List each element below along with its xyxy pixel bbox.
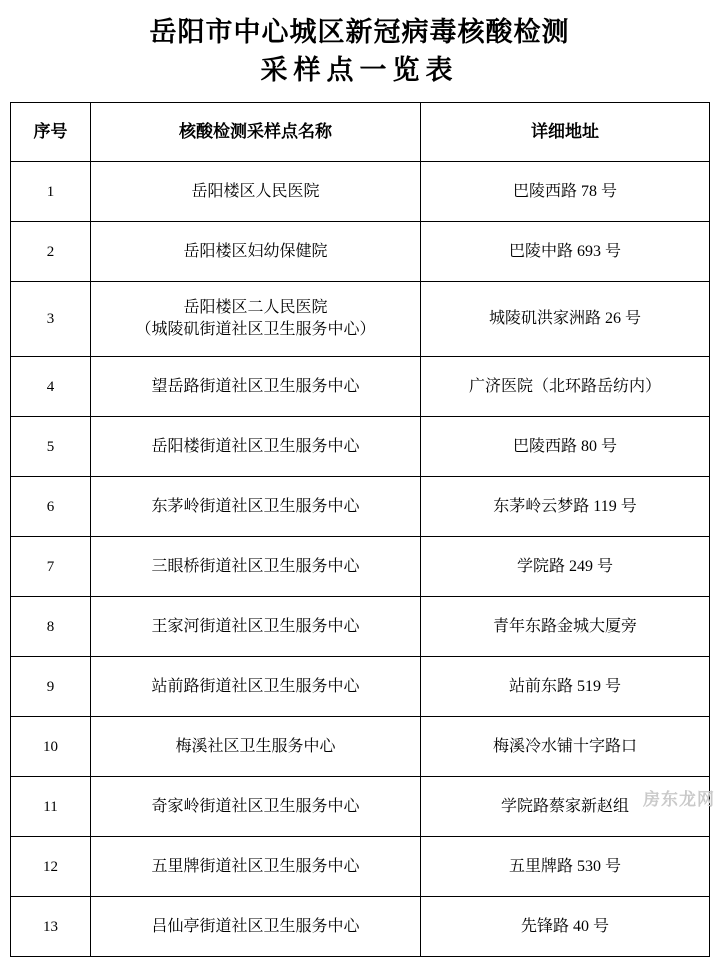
table-row — [11, 717, 710, 777]
column-header-site-name: 核酸检测采样点名称 — [91, 103, 421, 162]
cell-no: 8 — [11, 597, 91, 657]
cell-site-name — [91, 282, 421, 357]
cell-no: 3 — [11, 282, 91, 357]
cell-address: 广济医院（北环路岳纺内） — [421, 357, 710, 417]
cell-site-name: 王家河街道社区卫生服务中心 — [91, 597, 421, 657]
table-row — [11, 417, 710, 477]
cell-no: 5 — [11, 417, 91, 477]
cell-site-name: 岳阳楼街道社区卫生服务中心 — [91, 417, 421, 477]
cell-address: 梅溪冷水铺十字路口 — [421, 717, 710, 777]
cell-site-name: 吕仙亭街道社区卫生服务中心 — [91, 897, 421, 957]
cell-site-name: 三眼桥街道社区卫生服务中心 — [91, 537, 421, 597]
cell-site-name: 东茅岭街道社区卫生服务中心 — [91, 477, 421, 537]
cell-no: 13 — [11, 897, 91, 957]
table-row — [11, 357, 710, 417]
cell-address: 青年东路金城大厦旁 — [421, 597, 710, 657]
cell-address: 五里牌路 530 号 — [421, 837, 710, 897]
cell-address: 城陵矶洪家洲路 26 号 — [421, 282, 710, 357]
cell-site-name: 梅溪社区卫生服务中心 — [91, 717, 421, 777]
column-header-no: 序号 — [11, 103, 91, 162]
cell-no: 12 — [11, 837, 91, 897]
sampling-sites-table — [10, 102, 710, 957]
cell-address: 学院路蔡家新赵组 — [421, 777, 710, 837]
cell-address: 巴陵西路 80 号 — [421, 417, 710, 477]
cell-address: 巴陵中路 693 号 — [421, 222, 710, 282]
page-title-line-1: 岳阳市中心城区新冠病毒核酸检测 — [149, 17, 570, 48]
table-row — [11, 657, 710, 717]
document-title — [0, 0, 719, 90]
table-row — [11, 597, 710, 657]
table-row — [11, 837, 710, 897]
cell-address: 东茅岭云梦路 119 号 — [421, 477, 710, 537]
cell-no: 7 — [11, 537, 91, 597]
cell-site-name-line-2: （城陵矶街道社区卫生服务中心） — [135, 321, 376, 338]
table-row — [11, 162, 710, 222]
cell-site-name: 奇家岭街道社区卫生服务中心 — [91, 777, 421, 837]
column-header-address: 详细地址 — [421, 103, 710, 162]
watermark-text: 房东龙网 — [643, 790, 715, 810]
table-row — [11, 897, 710, 957]
page-title-line-2: 采样点一览表 — [260, 55, 459, 86]
cell-site-name-line-1: 岳阳楼区二人民医院 — [183, 299, 328, 316]
cell-no: 6 — [11, 477, 91, 537]
cell-site-name: 望岳路街道社区卫生服务中心 — [91, 357, 421, 417]
cell-address: 先锋路 40 号 — [421, 897, 710, 957]
table-row — [11, 477, 710, 537]
table-row — [11, 777, 710, 837]
table-row — [11, 537, 710, 597]
table-header-row — [11, 103, 710, 162]
cell-no: 4 — [11, 357, 91, 417]
cell-no: 1 — [11, 162, 91, 222]
cell-no: 10 — [11, 717, 91, 777]
cell-no: 11 — [11, 777, 91, 837]
cell-site-name: 五里牌街道社区卫生服务中心 — [91, 837, 421, 897]
cell-address: 巴陵西路 78 号 — [421, 162, 710, 222]
cell-site-name: 岳阳楼区妇幼保健院 — [91, 222, 421, 282]
cell-address: 站前东路 519 号 — [421, 657, 710, 717]
cell-no: 9 — [11, 657, 91, 717]
cell-site-name: 站前路街道社区卫生服务中心 — [91, 657, 421, 717]
cell-address: 学院路 249 号 — [421, 537, 710, 597]
sampling-sites-table-container — [10, 102, 709, 957]
table-row — [11, 282, 710, 357]
cell-no: 2 — [11, 222, 91, 282]
cell-site-name: 岳阳楼区人民医院 — [91, 162, 421, 222]
table-row — [11, 222, 710, 282]
